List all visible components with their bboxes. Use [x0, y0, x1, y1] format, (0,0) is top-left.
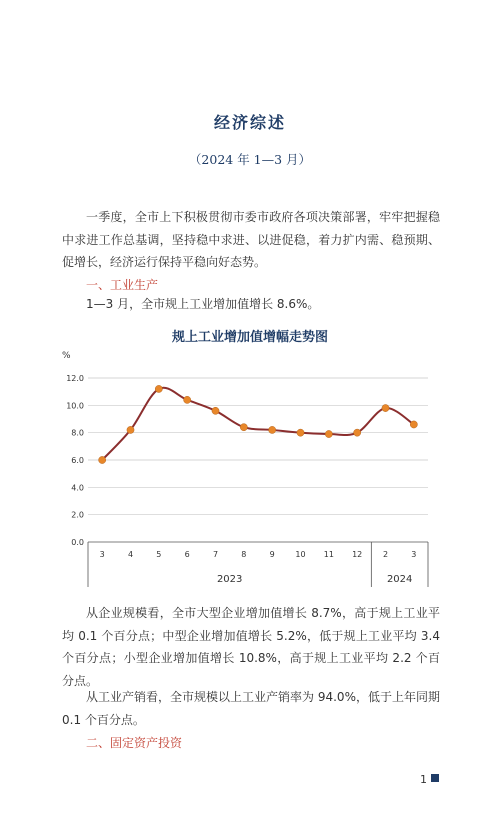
- x-group-label: 2023: [216, 574, 243, 585]
- data-point: [99, 456, 106, 463]
- y-tick-label: 10.0: [66, 401, 84, 411]
- data-point: [240, 424, 247, 431]
- data-point: [354, 429, 361, 436]
- series-line: [102, 388, 414, 460]
- y-axis-unit-label: %: [62, 351, 71, 361]
- x-tick-label: 4: [127, 550, 134, 559]
- y-tick-label: 4.0: [71, 483, 84, 493]
- sales-paragraph: 从工业产销看，全市规模以上工业产销率为 94.0%，低于上年同期 0.1 个百分点。: [62, 690, 440, 727]
- y-tick-label: 2.0: [71, 510, 84, 520]
- x-tick-label: 3: [99, 550, 105, 559]
- page-subtitle: （2024 年 1—3 月）: [188, 152, 312, 167]
- section-heading-industry: 一、工业生产: [86, 278, 159, 292]
- x-tick-label: 7: [212, 550, 219, 559]
- x-tick-label: 5: [156, 550, 162, 559]
- x-tick-label: 9: [269, 550, 275, 559]
- data-point: [127, 426, 134, 433]
- y-tick-label: 8.0: [71, 428, 84, 438]
- data-point: [155, 385, 162, 392]
- page-marker-square: [431, 774, 439, 782]
- page-title: 经济综述: [213, 113, 286, 132]
- data-point: [184, 396, 191, 403]
- x-tick-label: 12: [352, 550, 363, 559]
- industry-growth-chart: [55, 345, 435, 593]
- x-tick-label: 11: [323, 550, 334, 559]
- industry-summary: 1—3 月，全市规上工业增加值增长 8.6%。: [86, 297, 320, 311]
- x-tick-label: 2: [382, 550, 389, 559]
- y-tick-label: 6.0: [71, 456, 84, 465]
- data-point: [382, 404, 389, 411]
- scale-paragraph: 从企业规模看，全市大型企业增加值增长 8.7%，高于规上工业平均 0.1 个百分点；中型企业增加值增长 5.2%，低于规上工业平均 3.4 个百分点；小型企业增加值增长 10.8%，高于规上工业平均 2.2 个百分点。: [62, 606, 440, 688]
- data-point: [410, 421, 417, 428]
- x-group-label: 2024: [386, 574, 413, 585]
- x-tick-label: 8: [241, 550, 247, 559]
- intro-paragraph: 一季度，全市上下积极贯彻市委市政府各项决策部署，牢牢把握稳中求进工作总基调，坚持稳中求进、以进促稳，着力扩内需、稳预期、促增长，经济运行保持平稳向好态势。: [62, 210, 440, 269]
- y-tick-label: 0.0: [71, 538, 84, 547]
- data-point: [325, 430, 332, 437]
- chart-title: 规上工业增加值增幅走势图: [171, 330, 328, 345]
- x-tick-label: 10: [295, 550, 306, 559]
- y-tick-label: 12.0: [66, 374, 84, 383]
- x-tick-label: 6: [184, 550, 190, 559]
- page-number: 1: [420, 773, 427, 786]
- data-point: [269, 426, 276, 433]
- x-tick-label: 3: [411, 550, 417, 559]
- section-heading-investment: 二、固定资产投资: [86, 736, 183, 750]
- data-point: [297, 429, 304, 436]
- data-point: [212, 407, 219, 414]
